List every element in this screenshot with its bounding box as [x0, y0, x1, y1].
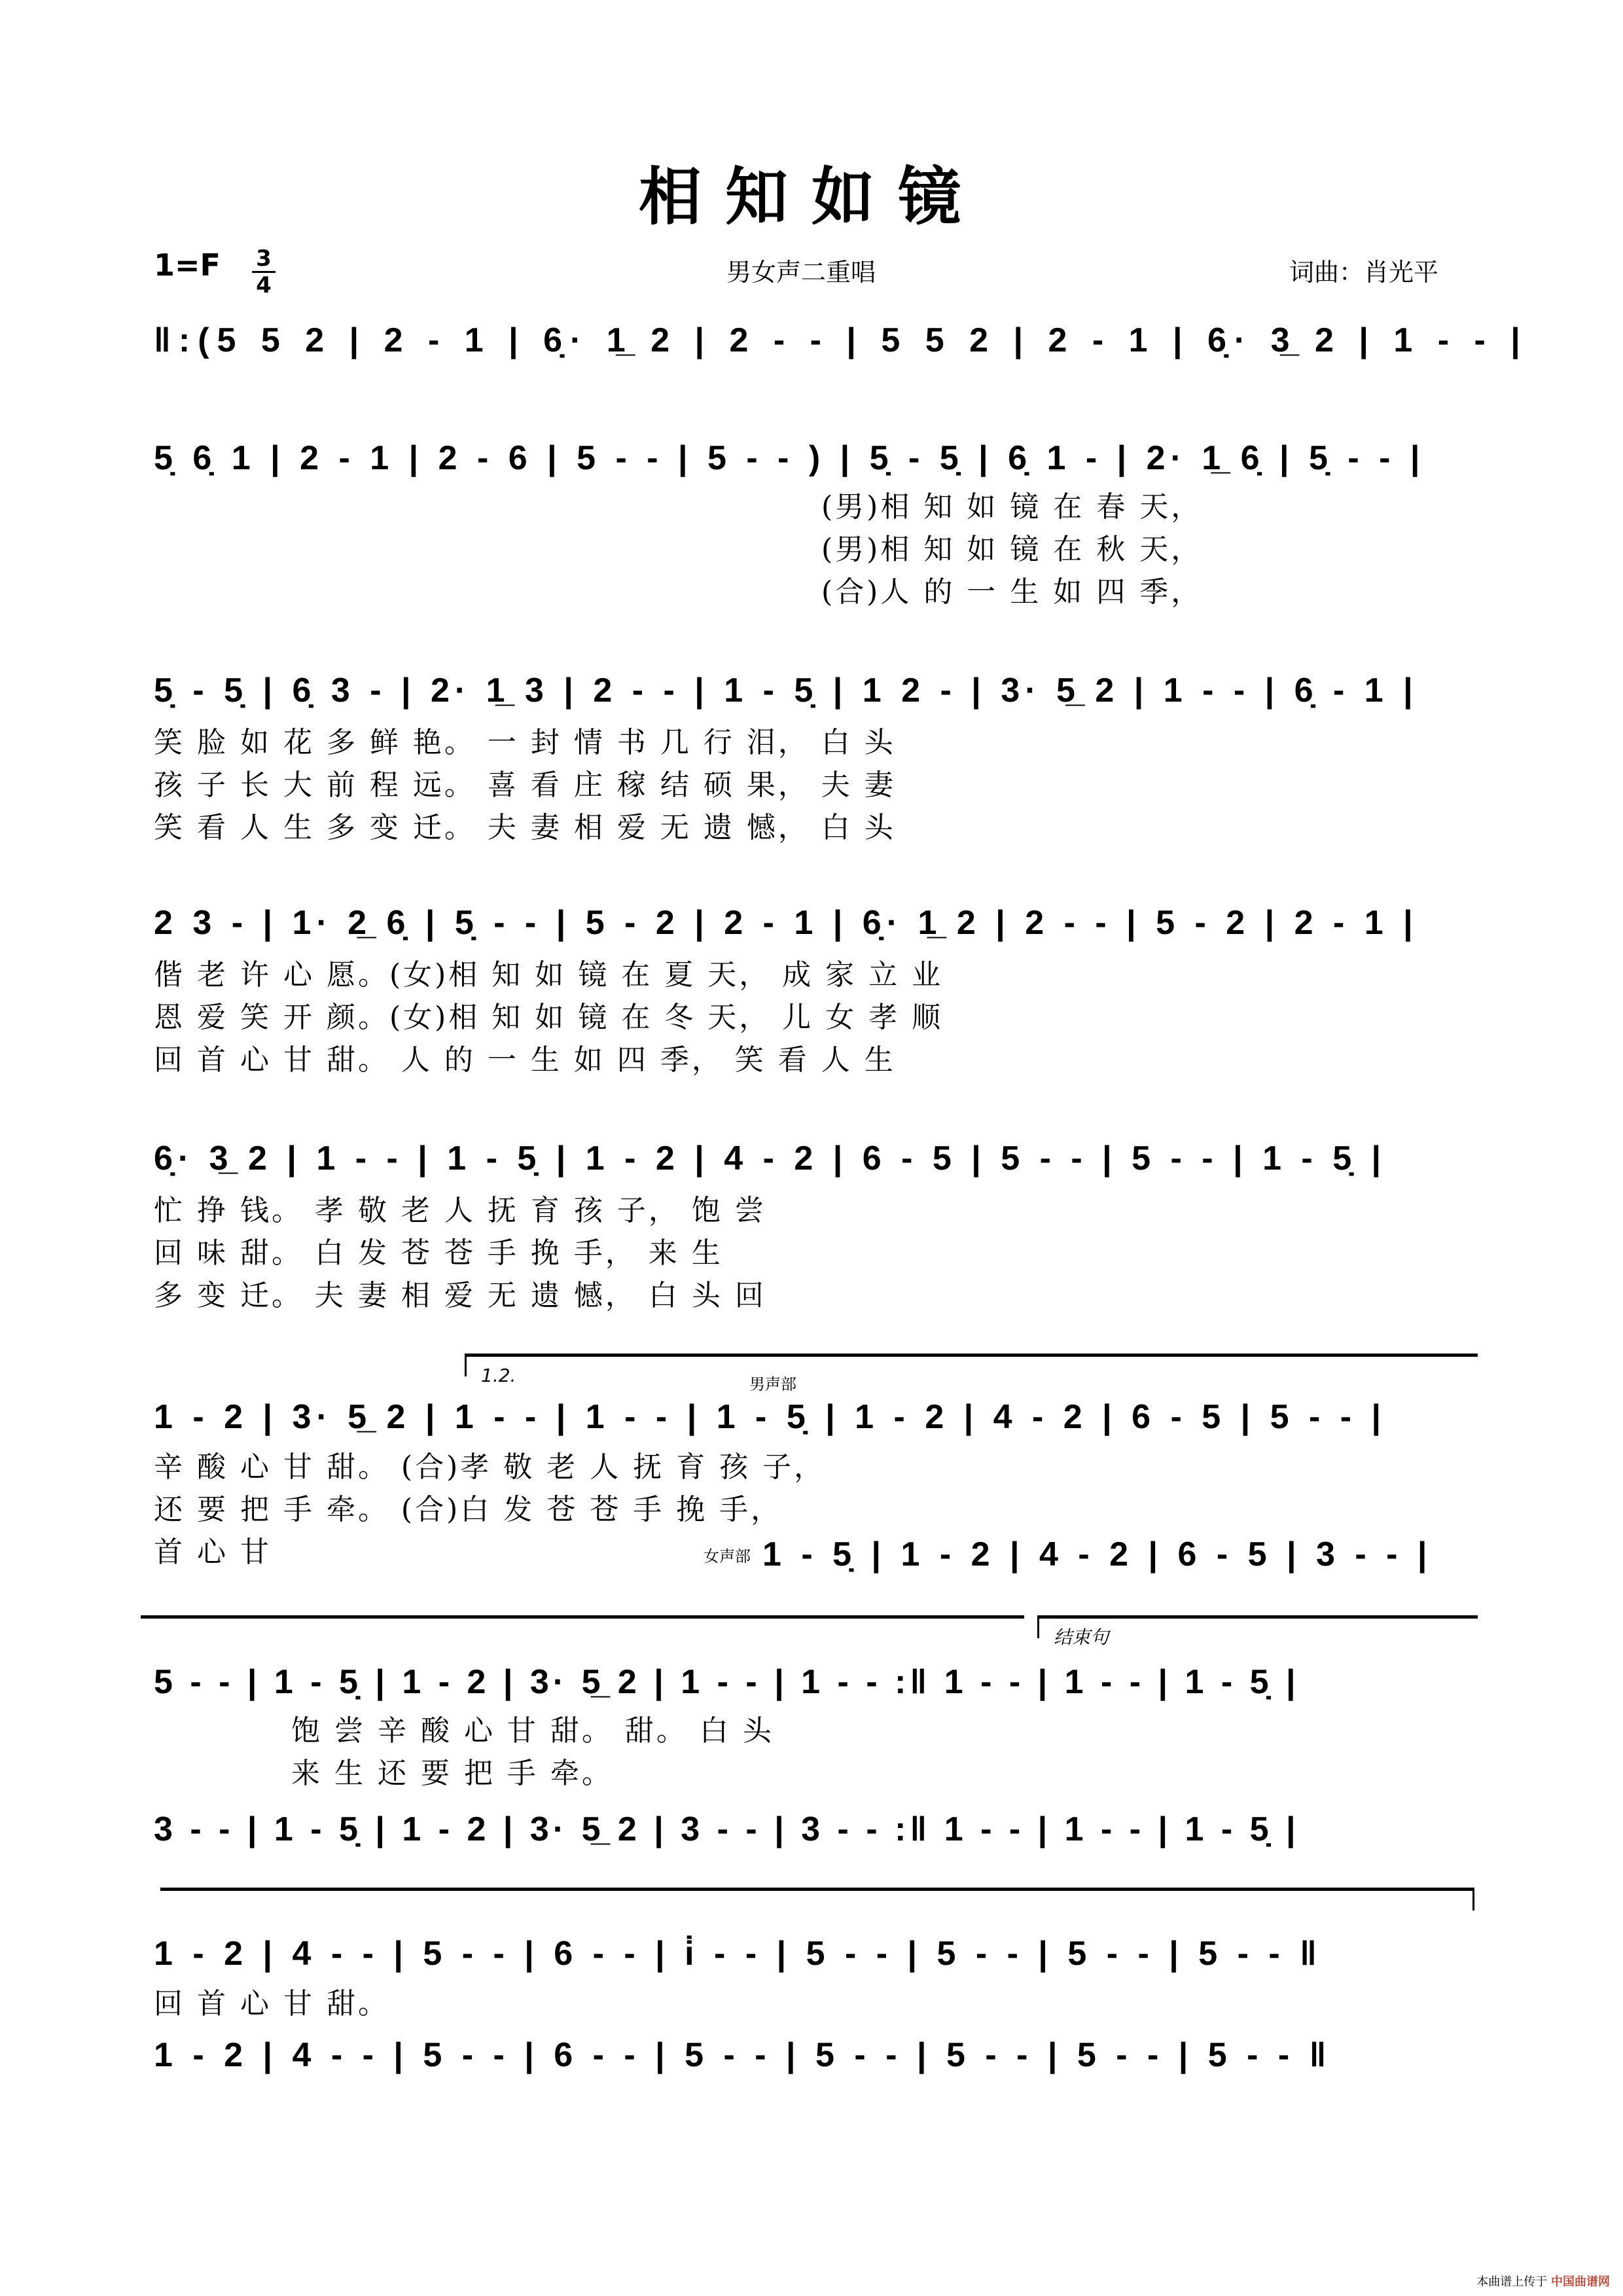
subtitle: 男女声二重唱: [726, 258, 876, 287]
lyric-verse-3: (合)人 的 一 生 如 四 季，: [821, 575, 1203, 609]
lyric-verse-1: 饱 尝 辛 酸 心 甘 甜。 甜。 白 头: [291, 1714, 774, 1748]
system-6-female-notation: [762, 1525, 1476, 1584]
staff-text: 1 - 2 | 3· 5̲ 2 | 1 - - | 1 - - | 1 - 5̣ | 1 - 2 | 4 - 2 | 6 - 5 | 5 - - |: [154, 1398, 1387, 1436]
system-3-notation: [154, 661, 1476, 720]
staff-text: 1 - 2 | 4 - - | 5 - - | 6 - - | i̇ - - | 5 - - | 5 - - | 5 - - | 5 - - ‖: [154, 1935, 1323, 1973]
lyric-verse-1: 忙 挣 钱。 孝 敬 老 人 抚 育 孩 子， 饱 尝: [154, 1194, 766, 1227]
ending-label: 结束句: [1054, 1626, 1109, 1648]
lyric-verse-2: 来 生 还 要 把 手 牵。: [291, 1757, 613, 1790]
lyric-verse-3: 首 心 甘: [154, 1535, 272, 1569]
upload-credit: [1476, 2272, 1610, 2289]
system-1-notation: [154, 311, 1528, 370]
staff-text: 5̣ 6̣ 1 | 2 - 1 | 2 - 6 | 5 - - | 5 - - ) | 5̣ - 5̣ | 6̣ 1 - | 2· 1̲ 6̣ | 5̣ - - |: [154, 439, 1425, 477]
staff-text: 6̣· 3̲ 2 | 1 - - | 1 - 5̣ | 1 - 2 | 4 - 2 | 6 - 5 | 5 - - | 5 - - | 1 - 5̣ |: [154, 1139, 1387, 1177]
volta-label: 1.2.: [481, 1365, 516, 1386]
staff-text: 2 3 - | 1· 2̲ 6̣ | 5̣ - - | 5 - 2 | 2 - 1 | 6̣· 1̲ 2 | 2 - - | 5 - 2 | 2 - 1 |: [154, 904, 1418, 942]
system-6-male-notation: [154, 1388, 1476, 1446]
volta-bracket: [465, 1354, 1478, 1376]
key-signature: 1=F: [154, 247, 221, 283]
time-signature-bottom: 4: [256, 272, 272, 298]
female-part-label: 女声部: [704, 1547, 751, 1566]
lyric-verse-2: 还 要 把 手 牵。 (合)白 发 苍 苍 手 挽 手，: [154, 1493, 783, 1526]
staff-text: ‖:(5 5 2 | 2 - 1 | 6̣· 1̲ 2 | 2 - - | 5 5 2 | 2 - 1 | 6̣· 3̲ 2 | 1 - - |: [154, 321, 1528, 359]
lyric-verse-3: 回 首 心 甘 甜。 人 的 一 生 如 四 季， 笑 看 人 生: [154, 1043, 896, 1077]
lyric-verse-2: 恩 爱 笑 开 颜。(女)相 知 如 镜 在 冬 天， 儿 女 孝 顺: [154, 1001, 944, 1034]
lyric-verse-1: (男)相 知 如 镜 在 春 天，: [821, 490, 1203, 524]
staff-text: 1 - 2 | 4 - - | 5 - - | 6 - - | 5 - - | 5 - - | 5 - - | 5 - - | 5 - - ‖: [154, 2036, 1332, 2074]
author-credit: 词曲：肖光平: [1289, 258, 1439, 287]
staff-text: 5 - - | 1 - 5̣ | 1 - 2 | 3· 5̲ 2 | 1 - - | 1 - - :‖ 1 - - | 1 - - | 1 - 5̣ |: [154, 1663, 1300, 1701]
upload-credit-text: 本曲谱上传于: [1476, 2275, 1548, 2289]
system-7-male-notation: [154, 1653, 1476, 1712]
system-8-male-notation: [154, 1924, 1476, 1983]
system-7-female-notation: [154, 1800, 1476, 1859]
volta-bracket-continued: [141, 1615, 1024, 1638]
system-5-notation: [154, 1129, 1476, 1188]
system-8-female-notation: [154, 2026, 1476, 2085]
ending-bracket-continued: [160, 1888, 1474, 1910]
lyric-verse-1: 偕 老 许 心 愿。(女)相 知 如 镜 在 夏 天， 成 家 立 业: [154, 958, 944, 992]
page-title: 相知如镜: [639, 160, 984, 234]
lyric-verse-2: (男)相 知 如 镜 在 秋 天，: [821, 533, 1203, 566]
system-2-notation: [154, 429, 1476, 488]
lyric-line: 回 首 心 甘 甜。: [154, 1987, 389, 2020]
staff-text: 1 - 5̣ | 1 - 2 | 4 - 2 | 6 - 5 | 3 - - |: [762, 1535, 1433, 1573]
lyric-verse-3: 笑 看 人 生 多 变 迁。 夫 妻 相 爱 无 遗 憾， 白 头: [154, 811, 896, 844]
time-signature-top: 3: [256, 245, 272, 272]
staff-text: 5̣ - 5̣ | 6̣ 3 - | 2· 1̲ 3 | 2 - - | 1 - 5̣ | 1 2 - | 3· 5̲ 2 | 1 - - | 6̣ - 1 |: [154, 672, 1418, 709]
lyric-verse-3: 多 变 迁。 夫 妻 相 爱 无 遗 憾， 白 头 回: [154, 1279, 766, 1312]
lyric-verse-1: 辛 酸 心 甘 甜。 (合)孝 敬 老 人 抚 育 孩 子，: [154, 1450, 826, 1484]
lyric-verse-1: 笑 脸 如 花 多 鲜 艳。 一 封 情 书 几 行 泪， 白 头: [154, 726, 896, 759]
staff-text: 3 - - | 1 - 5̣ | 1 - 2 | 3· 5̲ 2 | 3 - - | 3 - - :‖ 1 - - | 1 - - | 1 - 5̣ |: [154, 1810, 1300, 1848]
lyric-verse-2: 回 味 甜。 白 发 苍 苍 手 挽 手， 来 生: [154, 1236, 723, 1270]
male-part-label: 男声部: [749, 1375, 796, 1393]
time-signature: [252, 247, 276, 296]
site-logo[interactable]: 中国曲谱网: [1551, 2275, 1610, 2289]
lyric-verse-2: 孩 子 长 大 前 程 远。 喜 看 庄 稼 结 硕 果， 夫 妻: [154, 768, 896, 802]
system-4-notation: [154, 893, 1476, 952]
